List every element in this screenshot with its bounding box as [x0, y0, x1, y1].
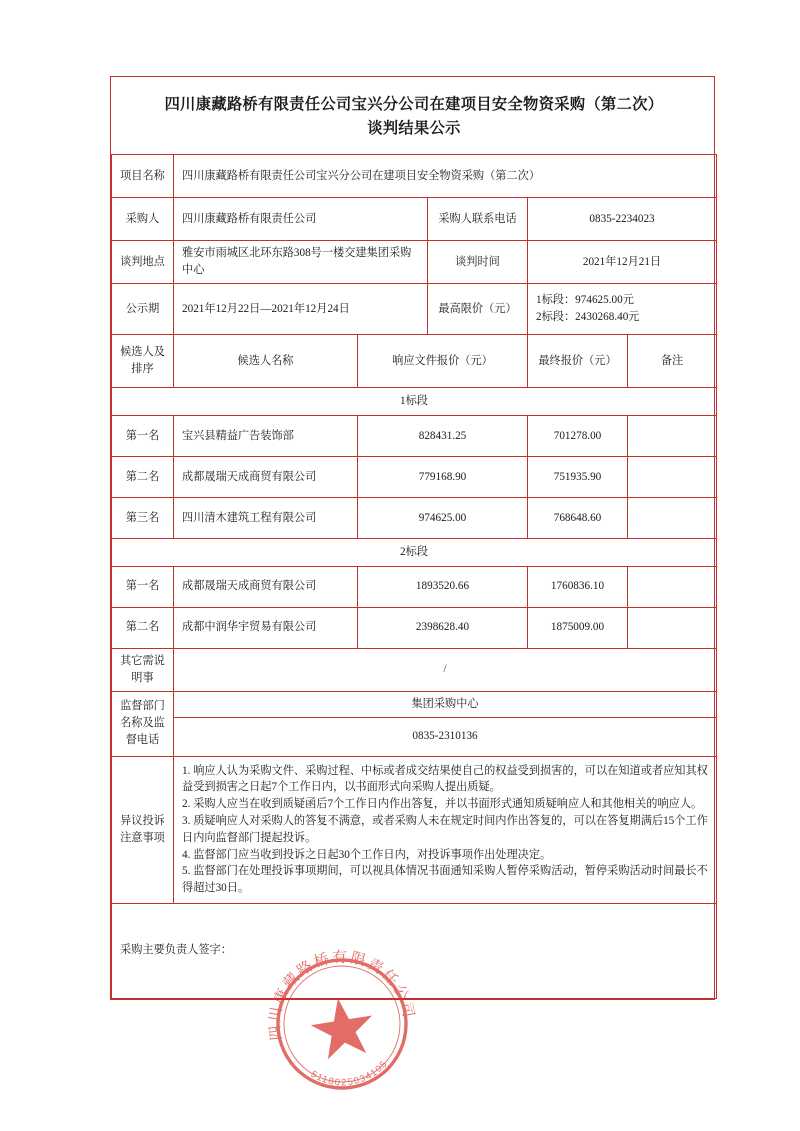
section-label-lot1: 1标段	[112, 388, 717, 416]
bid-price-cell: 779168.90	[358, 456, 528, 497]
table-row	[112, 415, 717, 456]
title-line-1: 四川康藏路桥有限责任公司宝兴分公司在建项目安全物资采购（第二次）	[164, 96, 664, 113]
project-name-row	[112, 155, 717, 198]
project-name-label: 项目名称	[112, 155, 174, 198]
rank-cell: 第二名	[112, 456, 174, 497]
svg-text:5118025034105: 5118025034105	[308, 1058, 391, 1089]
rank-cell: 第三名	[112, 497, 174, 538]
rank-cell: 第一名	[112, 415, 174, 456]
complaint-item: 2. 采购人应当在收到质疑函后7个工作日内作出答复，并以书面形式通知质疑响应人和其他相关的响应人。	[182, 798, 703, 811]
complaint-item: 3. 质疑响应人对采购人的答复不满意，或者采购人未在规定时间内作出答复的，可以在答复期满后15个工作日内向监督部门提起投诉。	[182, 814, 708, 844]
name-cell: 宝兴县精益广告装饰部	[174, 415, 358, 456]
signature-label: 采购主要负责人签字：	[112, 903, 717, 998]
supervisor-name-value: 集团采购中心	[174, 691, 717, 717]
bid-doc-price-column-label: 响应文件报价（元）	[358, 335, 528, 388]
purchaser-value: 四川康藏路桥有限责任公司	[174, 198, 428, 241]
signature-row	[112, 903, 717, 998]
complaint-item: 4. 监督部门应当收到投诉之日起30个工作日内，对投诉事项作出处理决定。	[182, 848, 552, 861]
final-price-cell: 768648.60	[528, 497, 628, 538]
rank-column-label: 候选人及排序	[112, 335, 174, 388]
remark-cell	[628, 607, 717, 648]
title-row	[112, 77, 717, 155]
purchaser-label: 采购人	[112, 198, 174, 241]
purchaser-phone-value: 0835-2234023	[528, 198, 717, 241]
name-cell: 成都晟瑞天成商贸有限公司	[174, 566, 358, 607]
purchaser-phone-label: 采购人联系电话	[428, 198, 528, 241]
bid-price-cell: 828431.25	[358, 415, 528, 456]
section-label-lot2: 2标段	[112, 538, 717, 566]
bid-price-cell: 974625.00	[358, 497, 528, 538]
rank-cell: 第一名	[112, 566, 174, 607]
name-column-label: 候选人名称	[174, 335, 358, 388]
supervisor-name-row	[112, 691, 717, 717]
table-row	[112, 566, 717, 607]
name-cell: 四川清木建筑工程有限公司	[174, 497, 358, 538]
max-price-value	[528, 284, 717, 335]
section-label-row	[112, 538, 717, 566]
table-row	[112, 497, 717, 538]
remark-cell	[628, 566, 717, 607]
max-price-label: 最高限价（元）	[428, 284, 528, 335]
negotiation-place-label: 谈判地点	[112, 241, 174, 284]
rank-cell: 第二名	[112, 607, 174, 648]
bid-price-cell: 1893520.66	[358, 566, 528, 607]
supervisor-phone-value: 0835-2310136	[174, 717, 717, 756]
name-cell: 成都中润华宇贸易有限公司	[174, 607, 358, 648]
remark-cell	[628, 415, 717, 456]
complaint-row	[112, 756, 717, 903]
title-cell	[112, 77, 717, 155]
publicity-row	[112, 284, 717, 335]
title-line-2: 谈判结果公示	[367, 119, 461, 137]
negotiation-time-value: 2021年12月21日	[528, 241, 717, 284]
final-price-cell: 1875009.00	[528, 607, 628, 648]
purchaser-row	[112, 198, 717, 241]
complaint-item: 5. 监督部门在处理投诉事项期间，可以视具体情况书面通知采购人暂停采购活动，暂停采购活动时间最长不得超过30日。	[182, 865, 708, 895]
complaint-item: 1. 响应人认为采购文件、采购过程、中标或者成交结果使自己的权益受到损害的，可以在知道或者应知其权益受到损害之日起7个工作日内，以书面形式向采购人提出质疑。	[182, 764, 708, 794]
complaint-notes	[174, 756, 717, 903]
negotiation-row	[112, 241, 717, 284]
max-price-lot1: 1标段：974625.00元	[536, 294, 634, 307]
supervisor-label: 监督部门名称及监督电话	[112, 691, 174, 756]
other-notes-label: 其它需说明事	[112, 648, 174, 691]
svg-text:四川康藏路桥有限责任公司: 四川康藏路桥有限责任公司	[267, 949, 417, 1042]
bid-price-cell: 2398628.40	[358, 607, 528, 648]
negotiation-time-label: 谈判时间	[428, 241, 528, 284]
candidates-header-row	[112, 335, 717, 388]
final-price-column-label: 最终报价（元）	[528, 335, 628, 388]
complaint-label: 异议投诉注意事项	[112, 756, 174, 903]
table-row	[112, 456, 717, 497]
publicity-period-value: 2021年12月22日—2021年12月24日	[174, 284, 428, 335]
supervisor-phone-row	[112, 717, 717, 756]
final-price-cell: 751935.90	[528, 456, 628, 497]
other-notes-value: /	[174, 648, 717, 691]
remark-cell	[628, 456, 717, 497]
remark-column-label: 备注	[628, 335, 717, 388]
other-notes-row	[112, 648, 717, 691]
final-price-cell: 1760836.10	[528, 566, 628, 607]
project-name-value: 四川康藏路桥有限责任公司宝兴分公司在建项目安全物资采购（第二次）	[174, 155, 717, 198]
max-price-lot2: 2标段：2430268.40元	[536, 311, 640, 324]
negotiation-place-value: 雅安市雨城区北环东路308号一楼交建集团采购中心	[174, 241, 428, 284]
remark-cell	[628, 497, 717, 538]
table-row	[112, 607, 717, 648]
name-cell: 成都晟瑞天成商贸有限公司	[174, 456, 358, 497]
publicity-period-label: 公示期	[112, 284, 174, 335]
section-label-row	[112, 388, 717, 416]
publicity-table	[110, 76, 715, 1000]
final-price-cell: 701278.00	[528, 415, 628, 456]
